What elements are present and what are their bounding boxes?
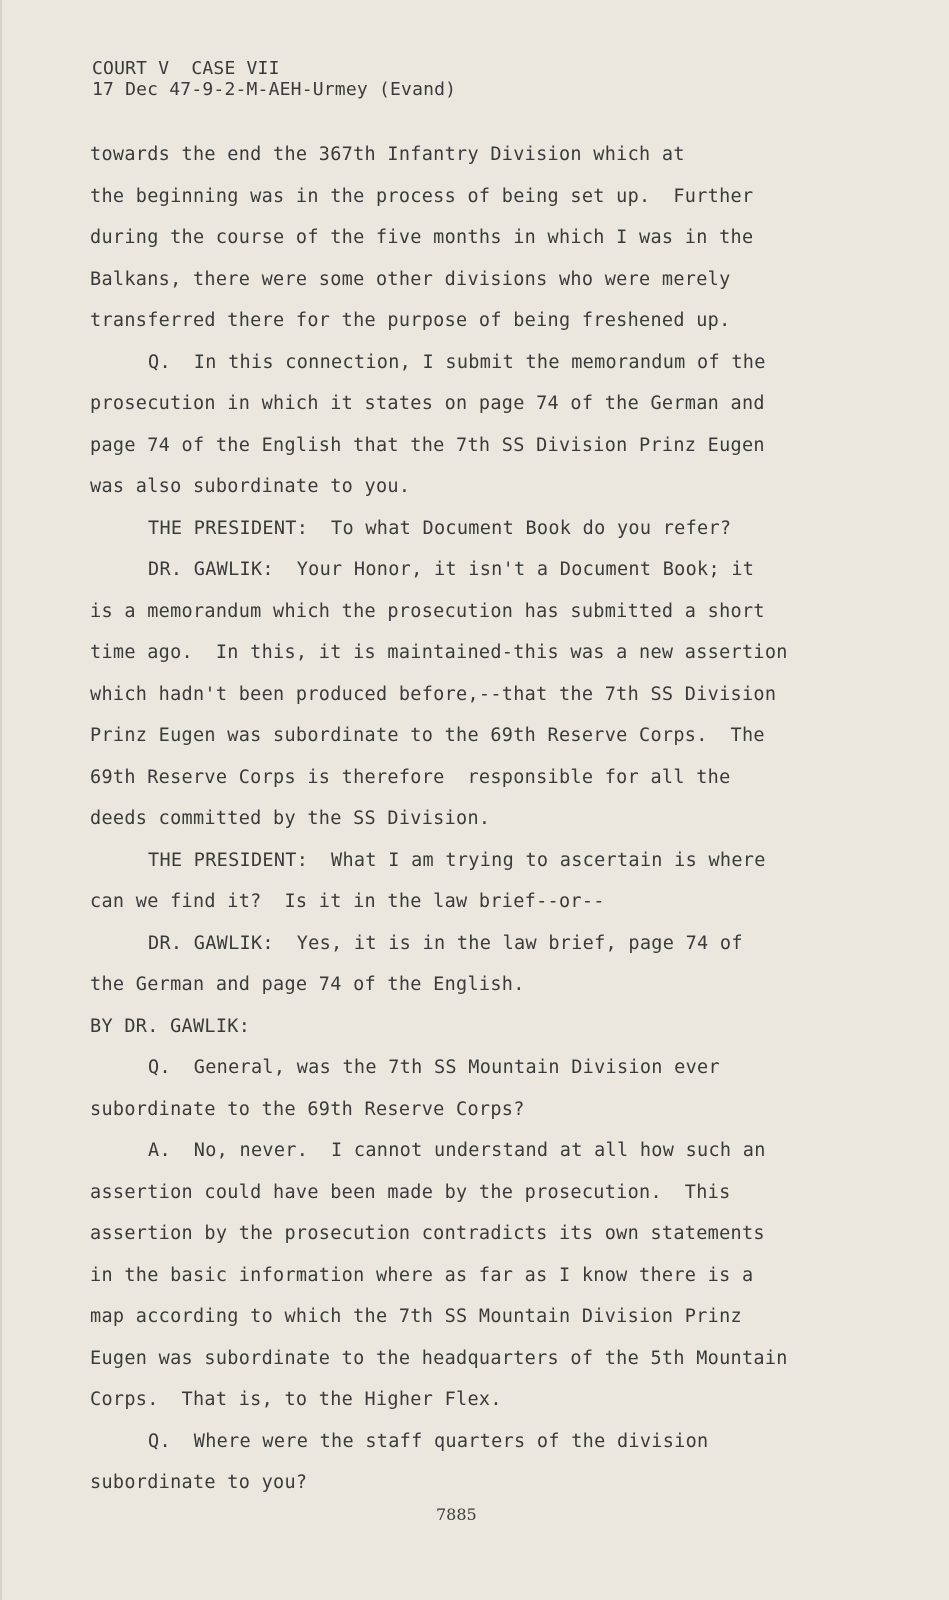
text-line: the German and page 74 of the English. [90, 974, 525, 995]
page-number: 7885 [436, 1505, 477, 1524]
header-date-reference: 17 Dec 47-9-2-M-AEH-Urmey (Evand) [92, 79, 457, 100]
text-line: assertion could have been made by the prosecution. This [90, 1181, 731, 1203]
text-line: can we find it? Is it in the law brief--or-- [90, 891, 605, 912]
text-line: which hadn't been produced before,--that the 7th SS Division [90, 683, 777, 705]
text-line: is a memorandum which the prosecution has submitted a short [90, 600, 765, 622]
text-line: DR. GAWLIK: Yes, it is in the law brief, page 74 of [148, 932, 743, 954]
text-line: transferred there for the purpose of being freshened up. [90, 310, 731, 331]
text-line: Q. General, was the 7th SS Mountain Division ever [148, 1057, 720, 1078]
case-header [92, 58, 456, 100]
text-line: assertion by the prosecution contradicts its own statements [90, 1223, 765, 1244]
text-line: Prinz Eugen was subordinate to the 69th Reserve Corps. The [90, 725, 765, 746]
text-line: page 74 of the English that the 7th SS Division Prinz Eugen [90, 434, 765, 456]
text-line: towards the end the 367th Infantry Division which at [90, 144, 685, 165]
text-line: during the course of the five months in which I was in the [90, 227, 754, 248]
text-line: THE PRESIDENT: To what Document Book do you refer? [148, 517, 732, 539]
text-line: the beginning was in the process of being set up. Further [90, 185, 754, 207]
text-line: Q. Where were the staff quarters of the division [148, 1430, 709, 1452]
text-line: BY DR. GAWLIK: [90, 1015, 251, 1037]
text-line: A. No, never. I cannot understand at all how such an [148, 1140, 766, 1161]
text-line: 69th Reserve Corps is therefore responsible for all the [90, 766, 731, 788]
text-line: subordinate to the 69th Reserve Corps? [90, 1098, 525, 1120]
text-line: deeds committed by the SS Division. [90, 808, 491, 829]
text-line: time ago. In this, it is maintained-this was a new assertion [90, 642, 788, 663]
text-line: subordinate to you? [90, 1472, 308, 1493]
text-line: Corps. That is, to the Higher Flex. [90, 1389, 502, 1410]
text-line: prosecution in which it states on page 74 of the German and [90, 393, 765, 414]
text-line: map according to which the 7th SS Mountain Division Prinz [90, 1306, 742, 1327]
text-line: DR. GAWLIK: Your Honor, it isn't a Document Book; it [148, 559, 755, 580]
text-line: was also subordinate to you. [90, 476, 411, 497]
text-line: in the basic information where as far as I know there is a [90, 1264, 754, 1286]
text-line: THE PRESIDENT: What I am trying to ascertain is where [148, 849, 766, 871]
text-line: Q. In this connection, I submit the memorandum of the [148, 351, 766, 373]
header-court-case: COURT V CASE VII [92, 58, 280, 79]
text-line: Balkans, there were some other divisions who were merely [90, 268, 731, 290]
transcript-body [90, 134, 870, 1504]
text-line: Eugen was subordinate to the headquarters of the 5th Mountain [90, 1347, 788, 1369]
